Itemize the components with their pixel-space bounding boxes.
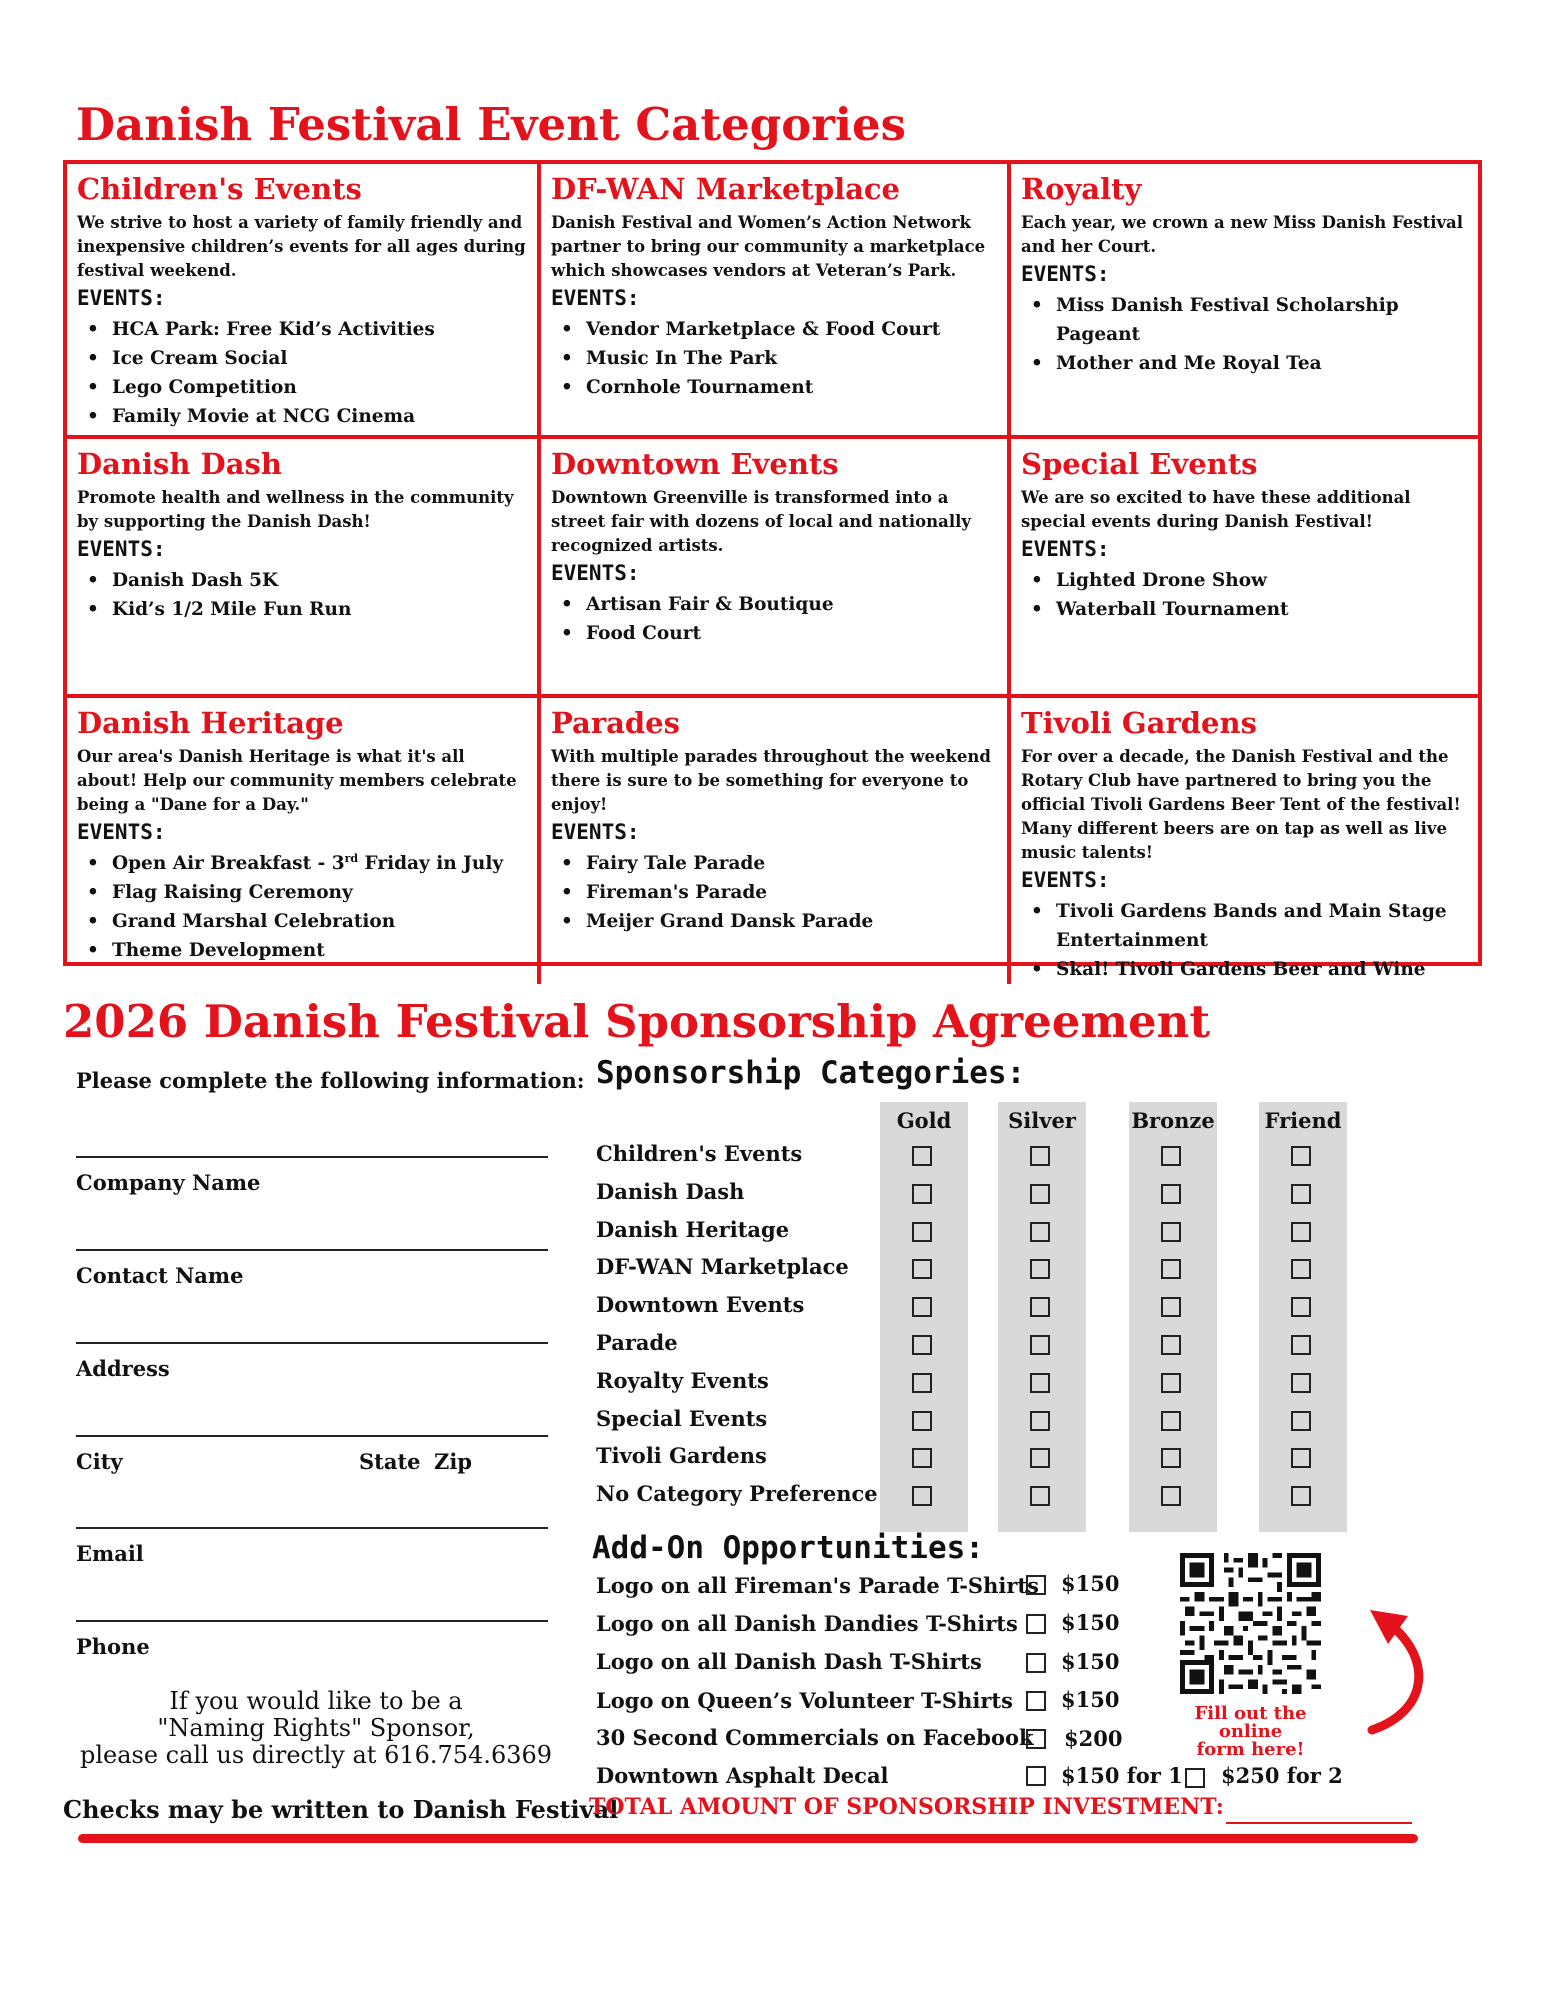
checkbox-silver[interactable] xyxy=(1030,1297,1050,1317)
checkbox-bronze[interactable] xyxy=(1161,1146,1181,1166)
category-heading: Downtown Events xyxy=(551,447,839,481)
events-list xyxy=(1021,291,1470,378)
company-name-label: Company Name xyxy=(76,1170,261,1195)
addon-checkbox[interactable] xyxy=(1026,1729,1046,1749)
event-item: • HCA Park: Free Kid’s Activities xyxy=(77,315,529,344)
addon-label: Downtown Asphalt Decal xyxy=(596,1763,889,1788)
naming-line-3: please call us directly at 616.754.6369 xyxy=(79,1741,553,1769)
event-item: • Artisan Fair & Boutique xyxy=(551,590,999,619)
qr-caption-line-1: Fill out the xyxy=(1194,1703,1307,1724)
category-heading: Special Events xyxy=(1021,447,1258,481)
events-label: EVENTS: xyxy=(551,561,640,585)
checkbox-friend[interactable] xyxy=(1291,1297,1311,1317)
category-description: Danish Festival and Women’s Action Network partner to bring our community a marketplace which showcases vendors at Veteran’s Park. xyxy=(551,213,986,280)
checkbox-bronze[interactable] xyxy=(1161,1222,1181,1242)
checkbox-bronze[interactable] xyxy=(1161,1373,1181,1393)
city-state-zip-line[interactable] xyxy=(76,1435,548,1437)
category-description: Each year, we crown a new Miss Danish Festival and her Court. xyxy=(1021,213,1464,256)
naming-rights-note xyxy=(76,1688,556,1769)
bottom-divider xyxy=(78,1834,1418,1843)
checkbox-silver[interactable] xyxy=(1030,1411,1050,1431)
sponsorship-categories-title: Sponsorship Categories: xyxy=(596,1055,1026,1091)
events-list xyxy=(1021,897,1470,984)
address-label: Address xyxy=(76,1356,170,1381)
contact-name-label: Contact Name xyxy=(76,1263,244,1288)
total-investment-label: TOTAL AMOUNT OF SPONSORSHIP INVESTMENT: xyxy=(589,1794,1224,1820)
checkbox-bronze[interactable] xyxy=(1161,1335,1181,1355)
category-parades xyxy=(541,698,1011,984)
category-description: With multiple parades throughout the weekend there is sure to be something for everyone to enjoy! xyxy=(551,747,991,814)
event-item: • Tivoli Gardens Bands and Main Stage Entertainment xyxy=(1021,897,1470,955)
category-description: We are so excited to have these additional special events during Danish Festival! xyxy=(1021,488,1411,531)
checks-note: Checks may be written to Danish Festival xyxy=(63,1795,619,1824)
events-label: EVENTS: xyxy=(77,537,166,561)
checkbox-friend[interactable] xyxy=(1291,1448,1311,1468)
checkbox-bronze[interactable] xyxy=(1161,1411,1181,1431)
state-label: State xyxy=(359,1449,421,1474)
phone-label: Phone xyxy=(76,1634,150,1659)
form-intro: Please complete the following information: xyxy=(76,1068,585,1093)
category-heading: Tivoli Gardens xyxy=(1021,706,1257,740)
addon-checkbox[interactable] xyxy=(1185,1768,1205,1788)
checkbox-gold[interactable] xyxy=(912,1448,932,1468)
address-field[interactable] xyxy=(76,1342,548,1381)
checkbox-gold[interactable] xyxy=(912,1297,932,1317)
checkbox-friend[interactable] xyxy=(1291,1184,1311,1204)
event-item: • Fireman's Parade xyxy=(551,878,999,907)
events-label: EVENTS: xyxy=(551,286,640,310)
addon-price: $150 xyxy=(1061,1571,1120,1596)
addon-label: Logo on all Danish Dandies T-Shirts xyxy=(596,1611,1018,1636)
event-item: • Flag Raising Ceremony xyxy=(77,878,529,907)
checkbox-bronze[interactable] xyxy=(1161,1486,1181,1506)
event-item: • Skal! Tivoli Gardens Beer and Wine xyxy=(1021,955,1470,984)
events-label: EVENTS: xyxy=(1021,262,1110,286)
addon-checkbox[interactable] xyxy=(1026,1766,1046,1786)
sponsorship-category-label: Tivoli Gardens xyxy=(596,1443,767,1468)
checkbox-gold[interactable] xyxy=(912,1222,932,1242)
checkbox-friend[interactable] xyxy=(1291,1335,1311,1355)
category-danish-dash xyxy=(67,439,541,698)
qr-caption-line-3: form here! xyxy=(1196,1739,1305,1760)
qr-caption xyxy=(1178,1705,1323,1759)
category-tivoli-gardens xyxy=(1011,698,1478,984)
addon-checkbox[interactable] xyxy=(1026,1691,1046,1711)
sponsorship-category-label: Danish Dash xyxy=(596,1179,745,1204)
level-header-silver: Silver xyxy=(1008,1108,1076,1133)
checkbox-silver[interactable] xyxy=(1030,1222,1050,1242)
event-categories-title: Danish Festival Event Categories xyxy=(76,98,906,151)
event-item: • Kid’s 1/2 Mile Fun Run xyxy=(77,595,529,624)
level-header-friend: Friend xyxy=(1264,1108,1342,1133)
event-item: • Mother and Me Royal Tea xyxy=(1021,349,1470,378)
sponsorship-category-label: Downtown Events xyxy=(596,1292,805,1317)
checkbox-friend[interactable] xyxy=(1291,1486,1311,1506)
checkbox-gold[interactable] xyxy=(912,1184,932,1204)
addon-label: Logo on all Danish Dash T-Shirts xyxy=(596,1649,982,1674)
category-special-events xyxy=(1011,439,1478,698)
total-investment-line[interactable] xyxy=(1226,1822,1412,1824)
sponsorship-category-label: Special Events xyxy=(596,1406,768,1431)
event-categories-grid xyxy=(63,160,1482,980)
checkbox-gold[interactable] xyxy=(912,1335,932,1355)
event-item: • Vendor Marketplace & Food Court xyxy=(551,315,999,344)
category-heading: Children's Events xyxy=(77,172,362,206)
category-description: For over a decade, the Danish Festival and the Rotary Club have partnered to bring you the official Tivoli Gardens Beer Tent of the festival! Many different beers are on tap as well as live music talents! xyxy=(1021,747,1461,862)
zip-label: Zip xyxy=(434,1449,472,1474)
checkbox-silver[interactable] xyxy=(1030,1373,1050,1393)
addon-checkbox[interactable] xyxy=(1026,1653,1046,1673)
event-item: • Waterball Tournament xyxy=(1021,595,1470,624)
event-item: • Lego Competition xyxy=(77,373,529,402)
events-list xyxy=(551,590,999,648)
sponsorship-category-label: DF-WAN Marketplace xyxy=(596,1254,849,1279)
addons-title: Add-On Opportunities: xyxy=(592,1530,984,1566)
sponsorship-category-label: No Category Preference xyxy=(596,1481,878,1506)
address-line[interactable] xyxy=(76,1342,548,1344)
category-description: We strive to host a variety of family friendly and inexpensive children’s events for all ages during festival weekend. xyxy=(77,213,526,280)
event-item: • Family Movie at NCG Cinema xyxy=(77,402,529,431)
event-item: • Ice Cream Social xyxy=(77,344,529,373)
events-list xyxy=(551,849,999,936)
email-field[interactable] xyxy=(76,1527,548,1566)
events-label: EVENTS: xyxy=(77,820,166,844)
checkbox-silver[interactable] xyxy=(1030,1146,1050,1166)
level-header-gold: Gold xyxy=(896,1108,952,1133)
addon-label: Logo on Queen’s Volunteer T-Shirts xyxy=(596,1688,1013,1713)
sponsorship-category-label: Parade xyxy=(596,1330,678,1355)
contact-name-field[interactable] xyxy=(76,1249,548,1288)
checkbox-friend[interactable] xyxy=(1291,1146,1311,1166)
checkbox-silver[interactable] xyxy=(1030,1184,1050,1204)
events-list xyxy=(77,849,529,965)
phone-line[interactable] xyxy=(76,1620,548,1622)
checkbox-bronze[interactable] xyxy=(1161,1448,1181,1468)
category-description: Promote health and wellness in the community by supporting the Danish Dash! xyxy=(77,488,514,531)
category-royalty xyxy=(1011,164,1478,439)
company-name-line[interactable] xyxy=(76,1156,548,1158)
event-item: • Danish Dash 5K xyxy=(77,566,529,595)
events-label: EVENTS: xyxy=(1021,868,1110,892)
addon-label: 30 Second Commercials on Facebook xyxy=(596,1725,1034,1750)
category-heading: Danish Dash xyxy=(77,447,282,481)
naming-line-2: "Naming Rights" Sponsor, xyxy=(157,1714,475,1742)
checkbox-gold[interactable] xyxy=(912,1373,932,1393)
category-description: Downtown Greenville is transformed into a street fair with dozens of local and nationally recognized artists. xyxy=(551,488,971,555)
event-item: • Cornhole Tournament xyxy=(551,373,999,402)
sponsorship-category-label: Children's Events xyxy=(596,1141,803,1166)
category-description: Our area's Danish Heritage is what it's all about! Help our community members celebrate being a "Dane for a Day." xyxy=(77,747,517,814)
phone-field[interactable] xyxy=(76,1620,548,1659)
event-item: • Theme Development xyxy=(77,936,529,965)
events-label: EVENTS: xyxy=(77,286,166,310)
qr-code-icon[interactable] xyxy=(1180,1553,1321,1694)
email-line[interactable] xyxy=(76,1527,548,1529)
checkbox-silver[interactable] xyxy=(1030,1486,1050,1506)
category-heading: Parades xyxy=(551,706,680,740)
event-item: • Open Air Breakfast - 3rd Friday in July xyxy=(77,849,529,878)
sponsorship-category-label: Danish Heritage xyxy=(596,1217,790,1242)
qr-caption-line-2: online xyxy=(1218,1721,1283,1742)
checkbox-bronze[interactable] xyxy=(1161,1259,1181,1279)
category-danish-heritage xyxy=(67,698,541,984)
checkbox-silver[interactable] xyxy=(1030,1335,1050,1355)
event-item: • Grand Marshal Celebration xyxy=(77,907,529,936)
category-dfwan-marketplace xyxy=(541,164,1011,439)
agreement-title: 2026 Danish Festival Sponsorship Agreement xyxy=(63,995,1211,1048)
company-name-field[interactable] xyxy=(76,1156,548,1195)
checkbox-gold[interactable] xyxy=(912,1486,932,1506)
events-list xyxy=(77,566,529,624)
event-item: • Meijer Grand Dansk Parade xyxy=(551,907,999,936)
events-label: EVENTS: xyxy=(551,820,640,844)
checkbox-friend[interactable] xyxy=(1291,1411,1311,1431)
city-state-zip-field[interactable] xyxy=(76,1435,548,1474)
city-state-zip-labels xyxy=(76,1449,548,1474)
addon-price: $150 for 1 xyxy=(1061,1763,1183,1788)
addon-price: $150 xyxy=(1061,1610,1120,1635)
category-downtown-events xyxy=(541,439,1011,698)
category-heading: Royalty xyxy=(1021,172,1142,206)
event-item: • Fairy Tale Parade xyxy=(551,849,999,878)
category-heading: Danish Heritage xyxy=(77,706,344,740)
checkbox-friend[interactable] xyxy=(1291,1373,1311,1393)
events-label: EVENTS: xyxy=(1021,537,1110,561)
event-item: • Food Court xyxy=(551,619,999,648)
category-childrens-events xyxy=(67,164,541,439)
email-label: Email xyxy=(76,1541,144,1566)
addon-checkbox[interactable] xyxy=(1026,1575,1046,1595)
event-item: • Lighted Drone Show xyxy=(1021,566,1470,595)
checkbox-gold[interactable] xyxy=(912,1259,932,1279)
checkbox-gold[interactable] xyxy=(912,1146,932,1166)
events-list xyxy=(77,315,529,431)
level-header-bronze: Bronze xyxy=(1131,1108,1215,1133)
contact-name-line[interactable] xyxy=(76,1249,548,1251)
city-label: City xyxy=(76,1449,123,1474)
category-heading: DF-WAN Marketplace xyxy=(551,172,901,206)
events-list xyxy=(1021,566,1470,624)
checkbox-silver[interactable] xyxy=(1030,1448,1050,1468)
addon-label: Logo on all Fireman's Parade T-Shirts xyxy=(596,1573,1039,1598)
checkbox-bronze[interactable] xyxy=(1161,1297,1181,1317)
event-item: • Music In The Park xyxy=(551,344,999,373)
checkbox-gold[interactable] xyxy=(912,1411,932,1431)
addon-checkbox[interactable] xyxy=(1026,1614,1046,1634)
checkbox-bronze[interactable] xyxy=(1161,1184,1181,1204)
addon-price: $150 xyxy=(1061,1649,1120,1674)
addon-price: $150 xyxy=(1061,1687,1120,1712)
sponsorship-category-label: Royalty Events xyxy=(596,1368,769,1393)
checkbox-friend[interactable] xyxy=(1291,1222,1311,1242)
naming-line-1: If you would like to be a xyxy=(169,1687,463,1715)
checkbox-silver[interactable] xyxy=(1030,1259,1050,1279)
event-item: • Miss Danish Festival Scholarship Pageant xyxy=(1021,291,1470,349)
addon-price: $250 for 2 xyxy=(1221,1763,1343,1788)
checkbox-friend[interactable] xyxy=(1291,1259,1311,1279)
events-list xyxy=(551,315,999,402)
curved-arrow-icon xyxy=(1330,1600,1440,1740)
addon-price: $200 xyxy=(1064,1726,1123,1751)
